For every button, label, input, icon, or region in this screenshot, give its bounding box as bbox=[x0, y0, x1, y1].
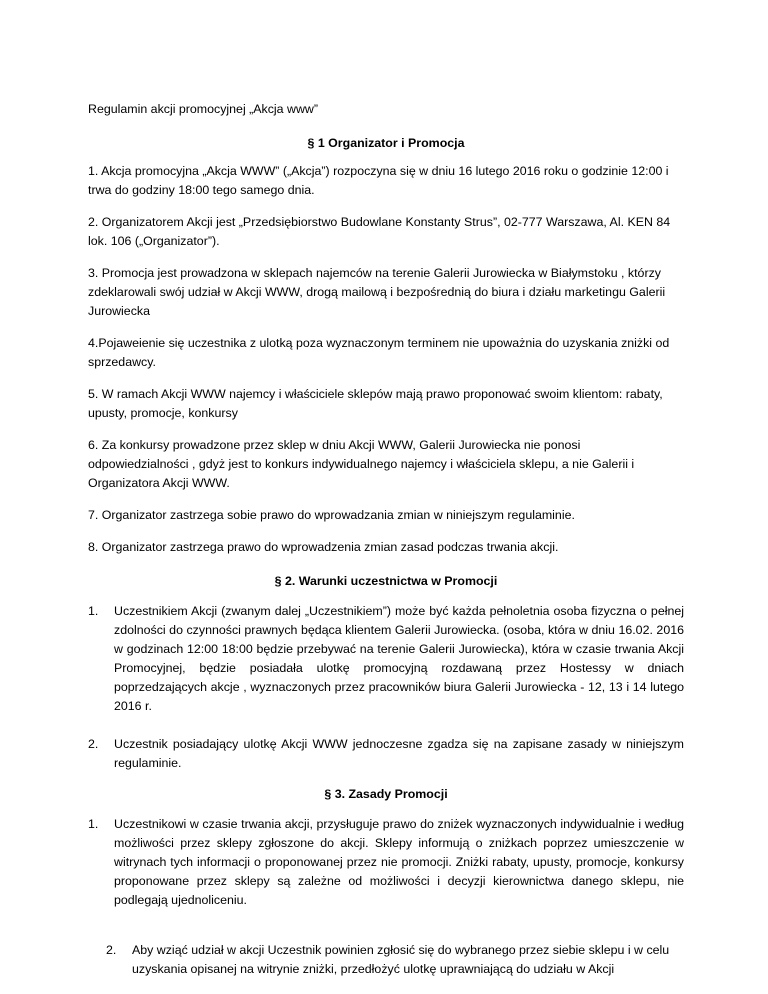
document-title: Regulamin akcji promocyjnej „Akcja www” bbox=[88, 102, 318, 116]
section-3-list-item-2 bbox=[106, 941, 684, 979]
section-1-paragraph-2: 2. Organizatorem Akcji jest „Przedsiębiorstwo Budowlane Konstanty Strus”, 02-777 Warszawa, Al. KEN 84 lok. 106 („Organizator”). bbox=[88, 215, 671, 248]
section-2-list-item-1 bbox=[88, 602, 684, 716]
list-item-text: Uczestnikowi w czasie trwania akcji, przysługuje prawo do zniżek wyznaczonych indywidualnie i według możliwości przez sklepy zgłoszone do akcji. Sklepy informują o zniżkach poprzez umieszczenie w witrynach tych informacji o proponowanej przez nie promocji. Zniżki rabaty, upusty, promocje, konkursy proponowane przez sklepy są zależne od możliwości i decyzji kierownictwa danego sklepu, nie podlegają ujednoliceniu. bbox=[114, 817, 684, 907]
section-1-paragraph-7: 7. Organizator zastrzega sobie prawo do wprowadzania zmian w niniejszym regulaminie. bbox=[88, 508, 575, 522]
section-1-heading: § 1 Organizator i Promocja bbox=[307, 136, 465, 150]
list-number: 2. bbox=[106, 943, 117, 957]
section-1-paragraph-8: 8. Organizator zastrzega prawo do wprowadzenia zmian zasad podczas trwania akcji. bbox=[88, 540, 559, 554]
section-1-paragraph-1: 1. Akcja promocyjna „Akcja WWW” („Akcja”) rozpoczyna się w dniu 16 lutego 2016 roku o godzinie 12:00 i trwa do godziny 18:00 tego samego dnia. bbox=[88, 164, 669, 197]
section-2-heading: § 2. Warunki uczestnictwa w Promocji bbox=[274, 574, 498, 588]
list-item-text: Uczestnik posiadający ulotkę Akcji WWW jednoczesne zgadza się na zapisane zasady w niniejszym regulaminie. bbox=[114, 737, 684, 770]
list-number: 1. bbox=[88, 604, 99, 618]
section-2-list-item-2 bbox=[88, 735, 684, 773]
section-3-heading: § 3. Zasady Promocji bbox=[324, 787, 448, 801]
list-item-text: Aby wziąć udział w akcji Uczestnik powinien zgłosić się do wybranego przez siebie sklepu i w celu uzyskania opisanej na witrynie zniżki, przedłożyć ulotkę uprawniającą do udziału w Akcji bbox=[132, 943, 670, 976]
section-1-paragraph-5: 5. W ramach Akcji WWW najemcy i właściciele sklepów mają prawo proponować swoim klientom: rabaty, upusty, promocje, konkursy bbox=[88, 387, 663, 420]
section-3-list-item-1 bbox=[88, 815, 684, 910]
section-1-paragraph-4: 4.Pojaweienie się uczestnika z ulotką poza wyznaczonym terminem nie upoważnia do uzyskania zniżki od sprzedawcy. bbox=[88, 336, 670, 369]
list-number: 1. bbox=[88, 817, 99, 831]
list-item-text: Uczestnikiem Akcji (zwanym dalej „Uczestnikiem”) może być każda pełnoletnia osoba fizyczna o pełnej zdolności do czynności prawnych będąca klientem Galerii Jurowiecka. (osoba, która w dniu 16.02. 2016 w godzinach 12:00 18:00 będzie przebywać na terenie Galerii Jurowiecka), która w czasie trwania Akcji Promocyjnej, będzie posiadała ulotkę promocyjną rozdawaną przez Hostessy w dniach poprzedzających akcje , wyznaczonych przez pracowników biura Galerii Jurowiecka - 12, 13 i 14 lutego 2016 r. bbox=[114, 604, 684, 713]
section-1-paragraph-3: 3. Promocja jest prowadzona w sklepach najemców na terenie Galerii Jurowiecka w Białymstoku , którzy zdeklarowali swój udział w Akcji WWW, drogą mailową i bezpośrednią do biura i działu marketingu Galerii Jurowiecka bbox=[88, 266, 666, 318]
section-1-paragraph-6: 6. Za konkursy prowadzone przez sklep w dniu Akcji WWW, Galerii Jurowiecka nie ponosi odpowiedzialności , gdyż jest to konkurs indywidualnego najemcy i właściciela sklepu, a nie Galerii i Organizatora Akcji WWW. bbox=[88, 438, 635, 490]
list-number: 2. bbox=[88, 737, 99, 751]
